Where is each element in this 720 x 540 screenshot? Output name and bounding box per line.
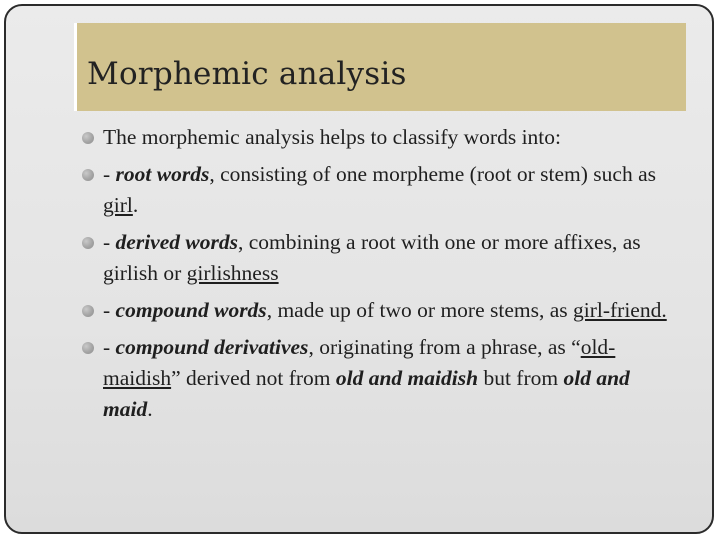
term-old-and-maid: old and maid [103,366,630,421]
bullet-dot-icon [82,305,94,317]
bullet-lead: - [103,298,116,322]
bullet-lead: - [103,230,116,254]
bullet-text: The morphemic analysis helps to classify words into: [103,125,561,149]
bullet-dot-icon [82,342,94,354]
example-old-maidish: old-maidish [103,335,616,390]
term-root-words: root words [115,162,210,186]
bullet-text: , combining a root with one or more affixes, as girlish or [103,230,641,285]
term-old-and-maidish: old and maidish [335,366,479,390]
slide [4,4,714,534]
bullet-dot-icon [82,132,94,144]
bullet-lead: - [103,335,116,359]
term-compound-derivatives: compound derivatives [115,335,309,359]
bullet-text: ” derived not from [171,366,336,390]
term-derived-words: derived words [115,230,238,254]
slide-title: Morphemic analysis [87,56,407,92]
bullet-item [82,122,682,153]
bullet-item [82,227,682,289]
example-girlishness: girlishness [186,261,279,285]
bullet-text: , consisting of one morpheme (root or stem) such as [209,162,656,186]
bullet-text: but from [478,366,564,390]
bullet-end: . [147,397,153,421]
bullet-lead: - [103,162,116,186]
bullet-text: , made up of two or more stems, as [266,298,573,322]
bullet-list [82,122,682,431]
example-girl: girl [103,193,133,217]
bullet-item [82,332,682,425]
bullet-dot-icon [82,237,94,249]
example-girl-friend: girl-friend. [573,298,667,322]
bullet-item [82,295,682,326]
bullet-text: , originating from a phrase, as “ [308,335,581,359]
bullet-end: . [132,193,139,217]
bullet-dot-icon [82,169,94,181]
bullet-item [82,159,682,221]
title-bar [74,23,686,111]
term-compound-words: compound words [115,298,267,322]
